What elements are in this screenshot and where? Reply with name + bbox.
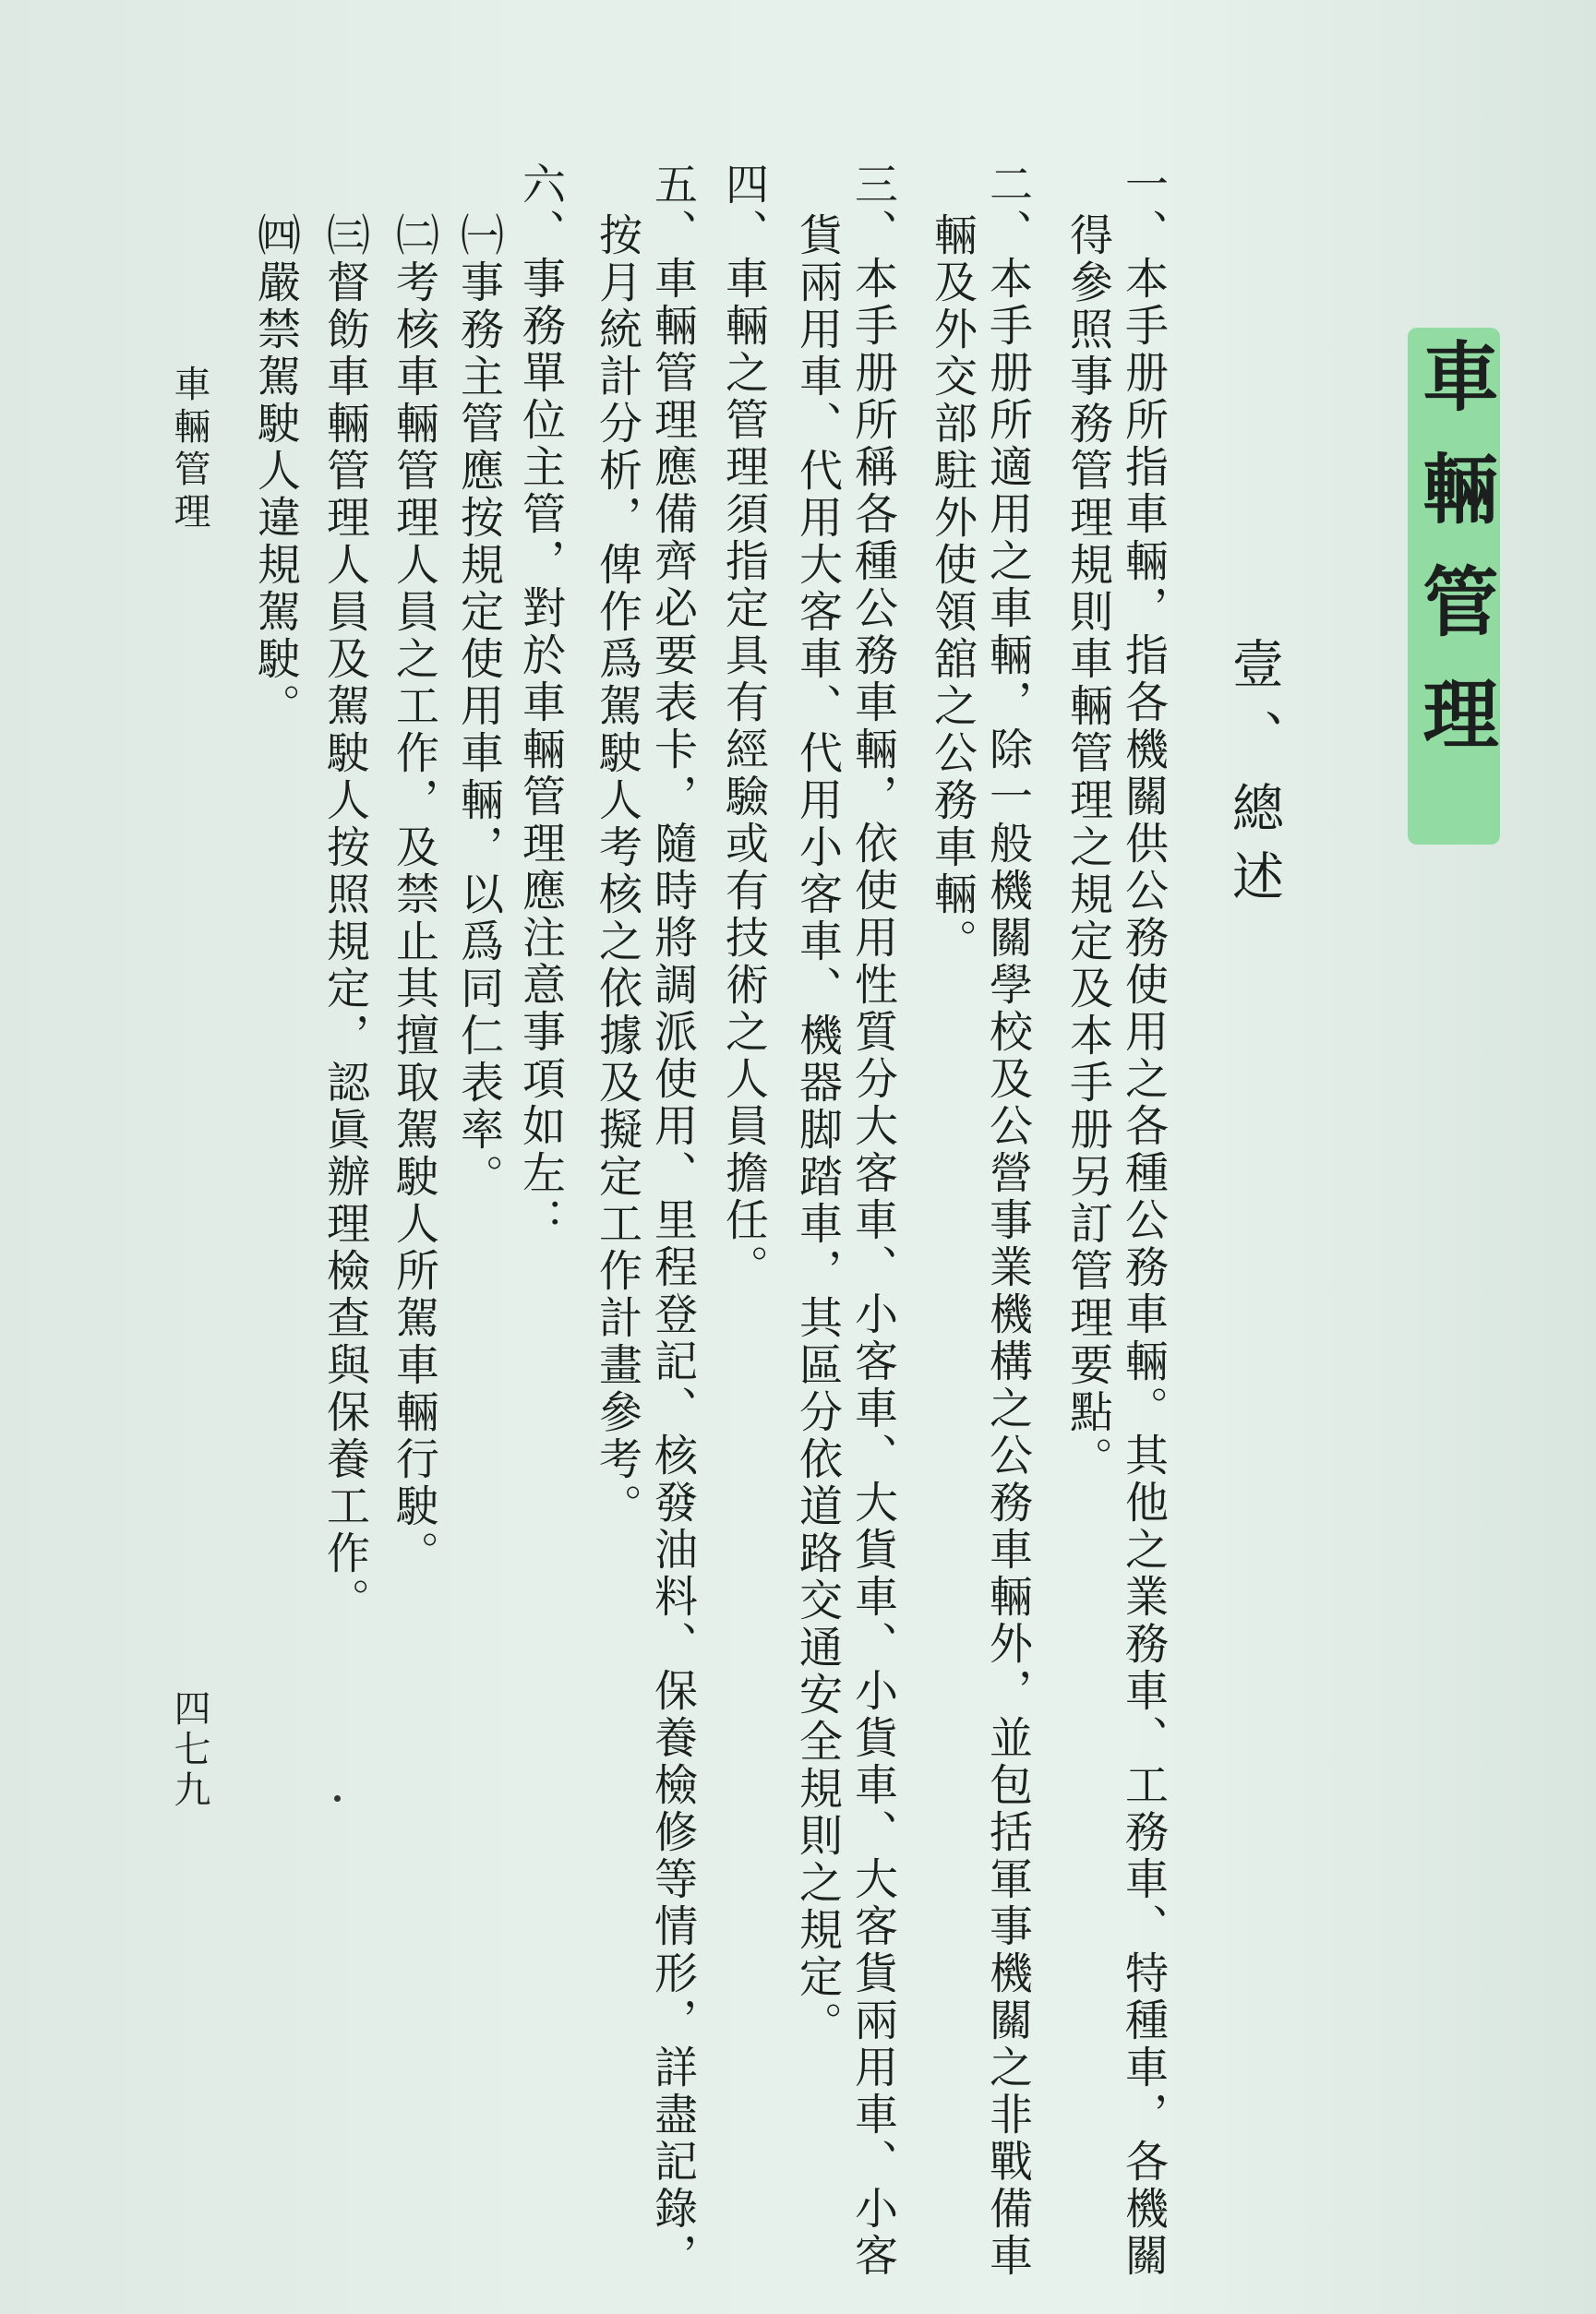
item-5-line-1: 五、車輛管理應備齊必要表卡，隨時將調派使用、里程登記、核發油料、保養檢修等情形，詳盡記錄， (647, 162, 698, 2280)
item-2-line-1: 二、本手册所適用之車輛，除一般機關學校及公營事業機構之公務車輛外，並包括軍事機關之非戰備車 (982, 162, 1033, 2280)
section-heading: 壹、總 (1224, 637, 1284, 853)
ink-dot (334, 1795, 341, 1802)
section-heading-end: 述 (1224, 849, 1284, 901)
item-4: 四、車輛之管理須指定具有經驗或有技術之人員擔任。 (718, 162, 769, 1291)
sub-item-1: ㈠事務主管應按規定使用車輛，以爲同仁表率。 (453, 212, 504, 1201)
page-title: 車輛管理 (1410, 337, 1499, 787)
item-2-line-2: 輛及外交部駐外使領舘之公務車輛。 (927, 212, 978, 965)
sub-item-2: ㈡考核車輛管理人員之工作，及禁止其擅取駕駛人所駕車輛行駛。 (389, 212, 439, 1577)
item-6: 六、事務單位主管，對於車輛管理應注意事項如左： (515, 162, 566, 1244)
item-3-line-2: 貨兩用車、代用大客車、代用小客車、機器脚踏車，其區分依道路交通安全規則之規定。 (792, 212, 843, 2048)
running-header: 車輛管理 (168, 365, 210, 534)
page-number: 四七九 (168, 1689, 210, 1811)
item-1-line-2: 得參照事務管理規則車輛管理之規定及本手册另訂管理要點。 (1062, 212, 1113, 1483)
item-5-line-2: 按月統計分析，俾作爲駕駛人考核之依據及擬定工作計畫參考。 (592, 212, 642, 1530)
item-3-line-1: 三、本手册所稱各種公務車輛，依使用性質分大客車、小客車、大貨車、小貨車、大客貨兩用車、小客 (847, 162, 898, 2280)
item-1-line-1: 一、本手册所指車輛，指各機關供公務使用之各種公務車輛。其他之業務車、工務車、特種車，各機關 (1118, 162, 1169, 2280)
sub-item-3: ㈢督飭車輛管理人員及駕駛人按照規定，認眞辦理檢查與保養工作。 (319, 212, 370, 1625)
sub-item-4: ㈣嚴禁駕駛人違規駕駛。 (250, 212, 301, 730)
